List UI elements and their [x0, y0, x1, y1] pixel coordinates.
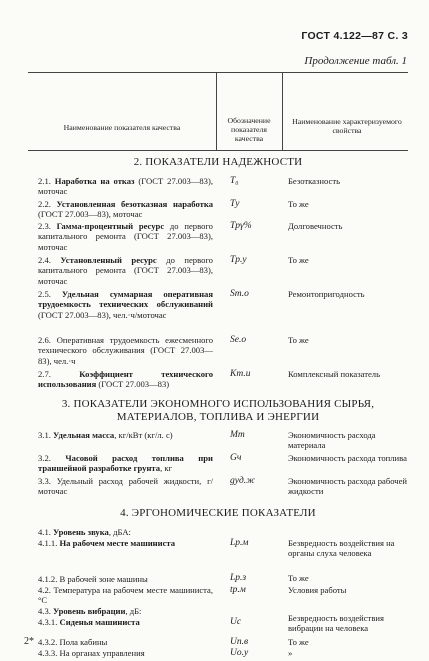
table-row-symbol: Tу — [230, 199, 240, 209]
table-row-name: 4.3. Уровень вибрации, дБ: — [38, 606, 142, 616]
table-row-symbol: gуд.ж — [230, 476, 255, 486]
table-row-name: 4.3.2. Пола кабины — [38, 637, 108, 647]
table-row-symbol: Sе.о — [230, 335, 247, 345]
table-row-symbol: tр.м — [230, 585, 246, 595]
table-row-property: То же — [288, 335, 309, 345]
column-header-name: Наименование показателя качества — [63, 123, 181, 132]
table-row-symbol: Mт — [230, 430, 245, 440]
column-divider-2 — [282, 72, 283, 150]
table-row-property: Экономичность расхода рабочей жидкости — [288, 476, 408, 497]
column-divider-1 — [216, 72, 217, 150]
table-row-symbol: Sт.о — [230, 289, 249, 299]
table-row-property: То же — [288, 637, 309, 647]
table-row-property: Безвредность воздействия на органы слуха человека — [288, 538, 395, 559]
table-row-property: Экономичность расхода материала — [288, 430, 376, 451]
table-row-symbol: Tр.у — [230, 255, 247, 265]
column-header-designation: Обозначение показателя качества — [227, 116, 271, 143]
table-row-name: 3.2. Часовой расход топлива при траншейной разработке грунта, кг — [38, 453, 213, 474]
table-row-property: То же — [288, 199, 309, 209]
page-mark: 2* — [24, 636, 34, 647]
table-row-property: То же — [288, 573, 309, 583]
table-row-symbol: Kт.и — [230, 369, 251, 379]
table-row-symbol: Uо.у — [230, 648, 249, 658]
document-header: ГОСТ 4.122—87 С. 3 — [301, 30, 408, 42]
table-row-property: Экономичность расхода топлива — [288, 453, 407, 463]
table-row-property: Долговечность — [288, 221, 343, 231]
table-row-symbol: T₀ — [230, 176, 239, 186]
table-row-property: Условия работы — [288, 585, 347, 595]
table-row-symbol: Uп.в — [230, 637, 249, 647]
table-continuation-label: Продолжение табл. 1 — [304, 55, 407, 67]
table-row-symbol: Uс — [230, 617, 242, 627]
table-row-name: 3.3. Удельный расход рабочей жидкости, г/моточас — [38, 476, 213, 497]
section-title: 4. ЭРГОНОМИЧЕСКИЕ ПОКАЗАТЕЛИ — [120, 507, 316, 519]
table-row-property: » — [288, 648, 293, 658]
section-title: 3. ПОКАЗАТЕЛИ ЭКОНОМНОГО ИСПОЛЬЗОВАНИЯ СЫРЬЯ, МАТЕРИАЛОВ, ТОПЛИВА И ЭНЕРГИИ — [61, 398, 375, 423]
column-header-property: Наименование характеризуемого свойства — [292, 117, 402, 135]
table-row-name: 2.3. Гамма-процентный ресурс до первого капитального ремонта (ГОСТ 27.003—83), моточас — [38, 221, 213, 252]
table-top-rule — [28, 72, 408, 73]
table-row-property: Ремонтопригодность — [288, 289, 365, 299]
table-row-name: 2.5. Удельная суммарная оперативная трудоемкость технических обслуживаний (ГОСТ 27.003—83), чел.·ч/моточас — [38, 289, 213, 320]
table-row-name: 2.1. Наработка на отказ (ГОСТ 27.003—83), моточас — [38, 176, 213, 197]
table-row-name: 4.2. Температура на рабочем месте машиниста, °С — [38, 585, 213, 606]
table-row-name: 4.1. Уровень звука, дБА: — [38, 527, 131, 537]
table-header-rule — [28, 150, 408, 151]
table-row-name: 4.3.3. На органах управления — [38, 648, 145, 658]
table-row-name: 2.7. Коэффициент технического использования (ГОСТ 27.003—83) — [38, 369, 213, 390]
table-row-name: 4.1.1. На рабочем месте машиниста — [38, 538, 176, 548]
section-title: 2. ПОКАЗАТЕЛИ НАДЕЖНОСТИ — [133, 156, 303, 168]
table-row-name: 2.6. Оперативная трудоемкость ежесменного технического обслуживания (ГОСТ 27.003—83), чел.·ч — [38, 335, 213, 366]
table-row-symbol: Tрγ% — [230, 221, 252, 231]
table-row-property: Безвредность воздействия вибрации на человека — [288, 613, 384, 634]
table-row-symbol: Lр.м — [230, 538, 249, 548]
table-row-name: 2.4. Установленный ресурс до первого капитального ремонта (ГОСТ 27.003—83), моточас — [38, 255, 213, 286]
table-row-name: 2.2. Установленная безотказная наработка (ГОСТ 27.003—83), моточас — [38, 199, 214, 220]
table-row-name: 3.1. Удельная масса, кг/кВт (кг/л. с) — [38, 430, 173, 440]
table-row-property: Комплексный показатель — [288, 369, 380, 379]
table-row-name: 4.3.1. Сиденья машиниста — [38, 617, 140, 627]
table-row-symbol: Lр.з — [230, 573, 247, 583]
table-row-name: 4.1.2. В рабочей зоне машины — [38, 574, 148, 584]
table-row-symbol: Gч — [230, 453, 242, 463]
table-row-property: То же — [288, 255, 309, 265]
table-row-property: Безотказность — [288, 176, 340, 186]
